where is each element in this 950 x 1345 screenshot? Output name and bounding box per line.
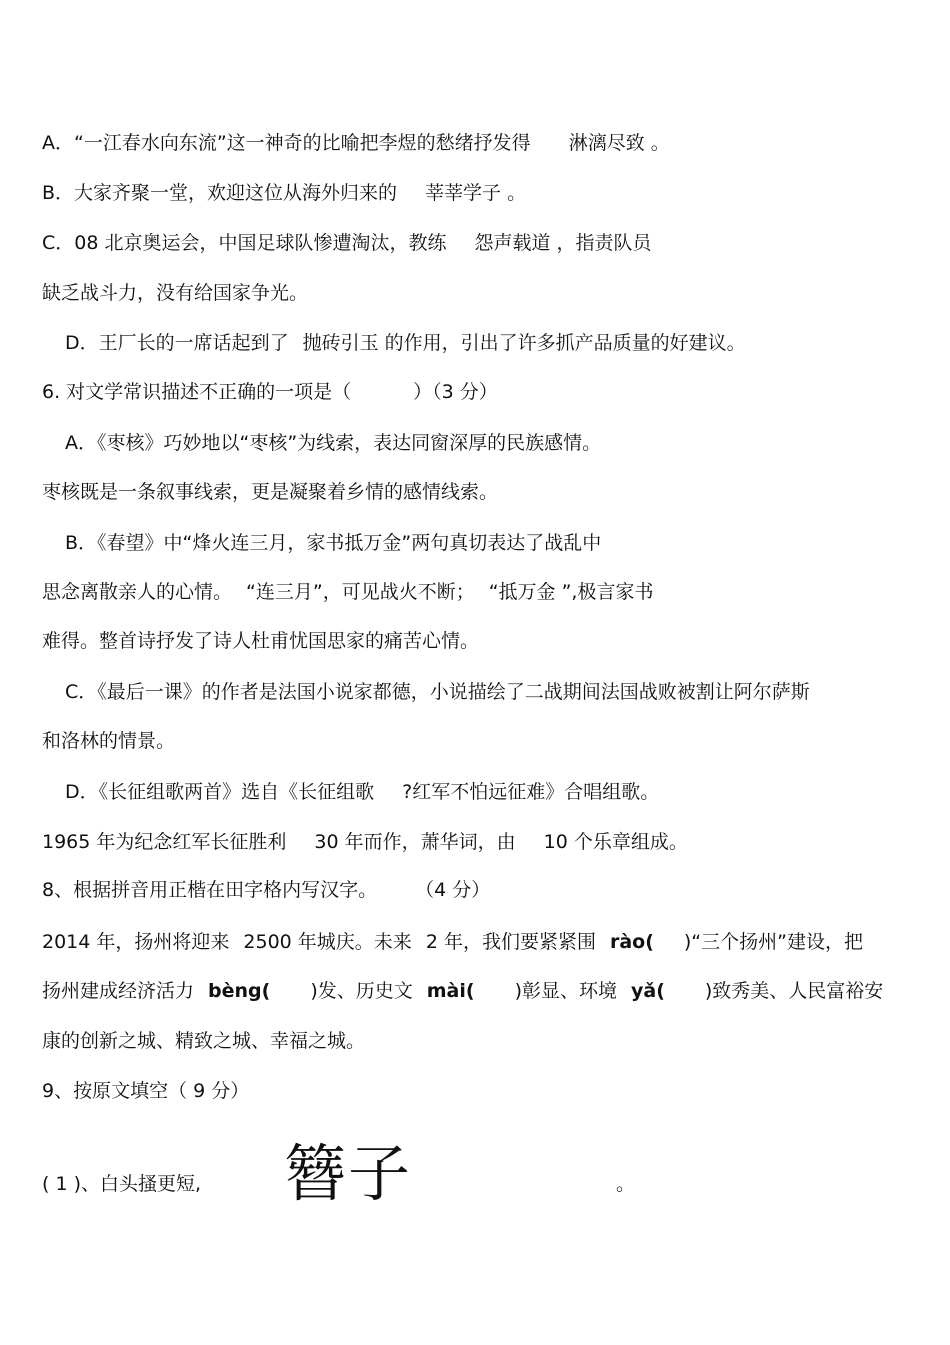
option-c-continued (42, 281, 308, 305)
q8-line2-part5: )彰显、环境 (514, 980, 617, 1002)
handwritten-answer: 簪子 (284, 1137, 413, 1210)
option-c-text: C．08 北京奥运会，中国足球队惨遭淘汰，教练 (42, 232, 447, 254)
q6-option-d-continued (42, 830, 688, 854)
option-b-idiom: 莘莘学子 。 (425, 182, 527, 204)
option-a-idiom: 淋漓尽致 。 (568, 132, 670, 154)
option-c-line (42, 231, 652, 255)
question-9-item-1 (42, 1172, 201, 1196)
q6-option-b (65, 531, 601, 555)
q8-part3: 2 年，我们要紧紧围 (425, 931, 596, 953)
q8-part2: 2500 年城庆。未来 (243, 931, 412, 953)
q6-option-b-text: B．《春望》中“烽火连三月，家书抵万金”两句真切表达了战乱中 (65, 532, 602, 554)
question-8-line-3 (42, 1029, 365, 1053)
pinyin-mai: mài( (426, 980, 475, 1002)
option-a-line (42, 131, 670, 155)
option-d-line (65, 331, 746, 355)
q6-option-a-continued (42, 480, 498, 504)
q8-line2-part3: )发、历史文 (310, 980, 413, 1002)
question-8-title (42, 878, 490, 902)
question-8-line-2 (42, 979, 883, 1003)
q6-option-b-continued-2 (42, 629, 479, 653)
pinyin-rao: rào( (609, 931, 654, 953)
question-8-score: （4 分） (415, 879, 491, 901)
q8-part1: 2014 年，扬州将迎来 (42, 931, 230, 953)
q6-option-b-part3: “抵万金 ”,极言家书 (488, 581, 654, 603)
q6-option-d-part1: 1965 年为纪念红军长征胜利 (42, 831, 287, 853)
q6-option-a-text: A．《枣核》巧妙地以“枣核”为线索，表达同窗深厚的民族感情。 (65, 432, 602, 454)
q6-option-c-continued (42, 729, 175, 753)
option-b-text: B．大家齐聚一堂，欢迎这位从海外归来的 (42, 182, 398, 204)
q9-item-1-text: ( 1 )、白头搔更短, (42, 1173, 202, 1195)
q6-option-b-part1: 思念离散亲人的心情。 (42, 581, 233, 603)
q6-option-d-part2: 30 年而作，萧华词，由 (314, 831, 516, 853)
q6-option-b-continued-text: 难得。整首诗抒发了诗人杜甫忧国思家的痛苦心情。 (42, 630, 480, 652)
question-6-title (42, 380, 498, 404)
q6-option-a-continued-text: 枣核既是一条叙事线索，更是凝聚着乡情的感情线索。 (42, 481, 499, 503)
question-9-text: 9、按原文填空（ 9 分） (42, 1080, 250, 1102)
question-9-title (42, 1079, 249, 1103)
q8-line2-part7: )致秀美、人民富裕安 (704, 980, 884, 1002)
q6-option-b-continued (42, 580, 653, 604)
option-d-idiom: 抛砖引玉 的作用，引出了许多抓产品质量的好建议。 (302, 332, 746, 354)
question-8-line-1 (42, 930, 863, 954)
option-d-text: D．王厂长的一席话起到了 (65, 332, 289, 354)
q6-option-c (65, 680, 810, 704)
q8-line3-text: 康的创新之城、精致之城、幸福之城。 (42, 1030, 366, 1052)
q6-option-d-text: D．《长征组歌两首》选自《长征组歌 (65, 781, 375, 803)
q8-line2-part1: 扬州建成经济活力 (42, 980, 195, 1002)
end-period: 。 (616, 1173, 636, 1195)
q6-option-c-continued-text: 和洛林的情景。 (42, 730, 176, 752)
q6-option-a (65, 431, 601, 455)
question-6-score: ）（3 分） (413, 381, 498, 403)
q6-option-d (65, 780, 659, 804)
question-8-text: 8、根据拼音用正楷在田字格内写汉字。 (42, 879, 378, 901)
q8-part5: )“三个扬州”建设，把 (683, 931, 863, 953)
option-a-text: A．“一江春水向东流”这一神奇的比喻把李煜的愁绪抒发得 (42, 132, 531, 154)
question-6-text: 6. 对文学常识描述不正确的一项是（ (42, 381, 352, 403)
q6-option-c-text: C．《最后一课》的作者是法国小说家都德，小说描绘了二战期间法国战败被割让阿尔萨斯 (65, 681, 810, 703)
pinyin-ya: yǎ( (631, 980, 665, 1002)
option-b-line (42, 181, 526, 205)
q6-option-b-part2: “连三月”，可见战火不断； (246, 581, 475, 603)
q6-option-d-title: ?红军不怕远征难》合唱组歌。 (402, 781, 660, 803)
q6-option-d-part3: 10 个乐章组成。 (543, 831, 688, 853)
option-c-idiom: 怨声载道 ，指责队员 (474, 232, 652, 254)
pinyin-beng: bèng( (208, 980, 271, 1002)
option-c-continued-text: 缺乏战斗力，没有给国家争光。 (42, 282, 309, 304)
